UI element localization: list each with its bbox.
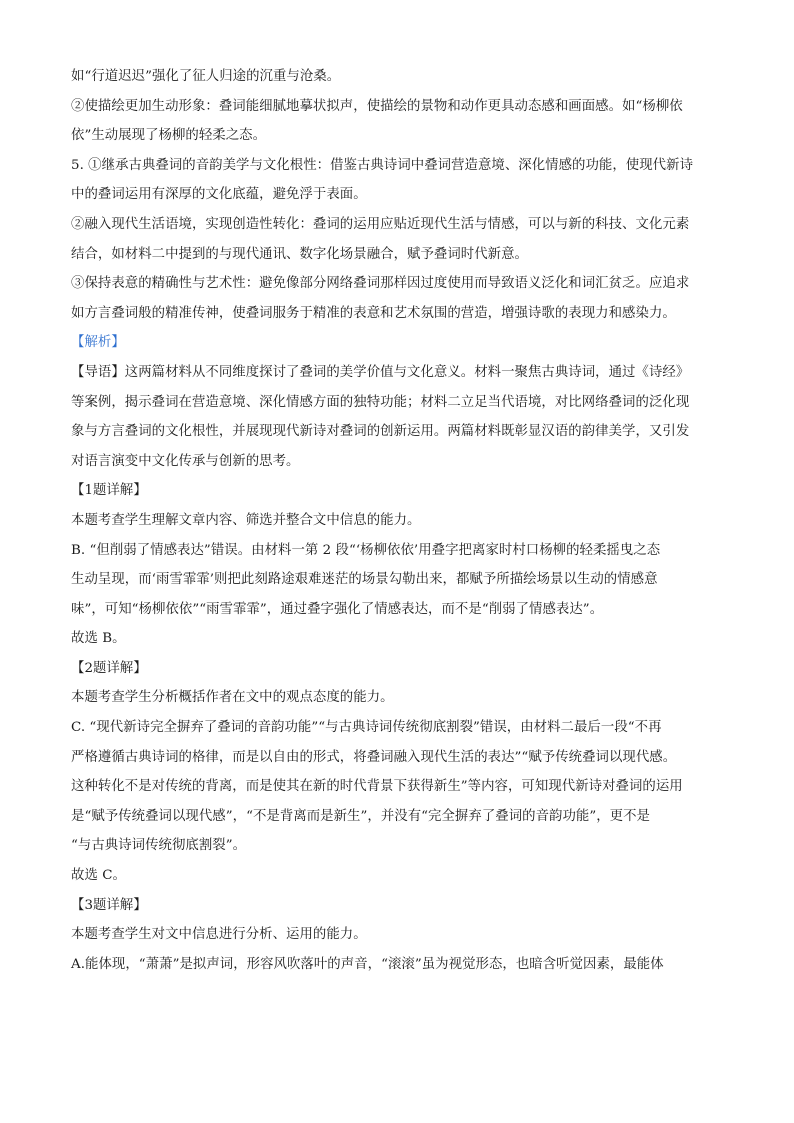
text-line: ②使描绘更加生动形象：叠词能细腻地摹状拟声，使描绘的景物和动作更具动态感和画面感。如“杨柳依 <box>71 98 683 114</box>
text-line: 【1题详解】 <box>71 483 147 499</box>
text-line: 【导语】这两篇材料从不同维度探讨了叠词的美学价值与文化意义。材料一聚焦古典诗词，通过《诗经》 <box>71 364 690 380</box>
text-line: 如方言叠词般的精准传神，使叠词服务于精准的表意和艺术氛围的营造，增强诗歌的表现力和感染力。 <box>71 305 676 321</box>
text-line: 对语言演变中文化传承与创新的思考。 <box>71 453 300 469</box>
section-label-analysis: 【解析】 <box>71 335 125 351</box>
text-line: 依”生动展现了杨柳的轻柔之态。 <box>71 128 267 144</box>
text-line: 本题考查学生理解文章内容、筛选并整合文中信息的能力。 <box>71 512 421 528</box>
text-line: 象与方言叠词的文化根性，并展现现代新诗对叠词的创新运用。两篇材料既彰显汉语的韵律美学，又引发 <box>71 424 690 440</box>
text-line: 【2题详解】 <box>71 660 147 676</box>
text-line: 故选 B。 <box>71 631 126 647</box>
text-line: 本题考查学生对文中信息进行分析、运用的能力。 <box>71 927 367 943</box>
text-line: ②融入现代生活语境，实现创造性转化：叠词的运用应贴近现代生活与情感，可以与新的科技、文化元素 <box>71 216 690 232</box>
text-line: 如“行道迟迟”强化了征人归途的沉重与沧桑。 <box>71 69 341 84</box>
text-line: 中的叠词运用有深厚的文化底蕴，避免浮于表面。 <box>71 187 367 203</box>
text-line: 结合，如材料二中提到的与现代通讯、数字化场景融合，赋予叠词时代新意。 <box>71 246 528 262</box>
text-line: “与古典诗词传统彻底割裂”。 <box>71 838 247 854</box>
text-line: 本题考查学生分析概括作者在文中的观点态度的能力。 <box>71 690 394 706</box>
text-line: ③保持表意的精确性与艺术性：避免像部分网络叠词那样因过度使用而导致语义泛化和词汇贫乏。应追求 <box>71 276 690 292</box>
text-line: A.能体现，“萧萧”是拟声词，形容风吹落叶的声音，“滚滚”虽为视觉形态，也暗含听觉因素，最能体 <box>71 956 664 972</box>
text-line: 味”，可知“杨柳依依”“雨雪霏霏”，通过叠字强化了情感表达，而不是“削弱了情感表达”。 <box>71 601 604 617</box>
text-line: 等案例，揭示叠词在营造意境、深化情感方面的独特功能；材料二立足当代语境，对比网络叠词的泛化现 <box>71 394 690 410</box>
text-line: 5. ①继承古典叠词的音韵美学与文化根性：借鉴古典诗词中叠词营造意境、深化情感的功能，使现代新诗 <box>71 157 694 173</box>
text-line: 这种转化不是对传统的背离，而是使其在新的时代背景下获得新生”等内容，可知现代新诗对叠词的运用 <box>71 779 683 795</box>
text-line: 是“赋予传统叠词以现代感”，“不是背离而是新生”，并没有“完全摒弃了叠词的音韵功能”，更不是 <box>71 808 650 824</box>
text-line: B. “但削弱了情感表达”错误。由材料一第 2 段“‘杨柳依依’用叠字把离家时村口杨柳的轻柔摇曳之态 <box>71 542 661 558</box>
text-line: 生动呈现，而‘雨雪霏霏’则把此刻路途艰难迷茫的场景勾勒出来，都赋予所描绘场景以生动的情感意 <box>71 572 658 588</box>
document-body <box>71 62 727 979</box>
text-line: 故选 C。 <box>71 868 126 884</box>
text-line: 严格遵循古典诗词的格律，而是以自由的形式，将叠词融入现代生活的表达”“赋予传统叠词以现代感。 <box>71 749 677 765</box>
text-line: C. “现代新诗完全摒弃了叠词的音韵功能”“与古典诗词传统彻底割裂”错误，由材料二最后一段“不再 <box>71 720 662 736</box>
text-line: 【3题详解】 <box>71 897 147 913</box>
